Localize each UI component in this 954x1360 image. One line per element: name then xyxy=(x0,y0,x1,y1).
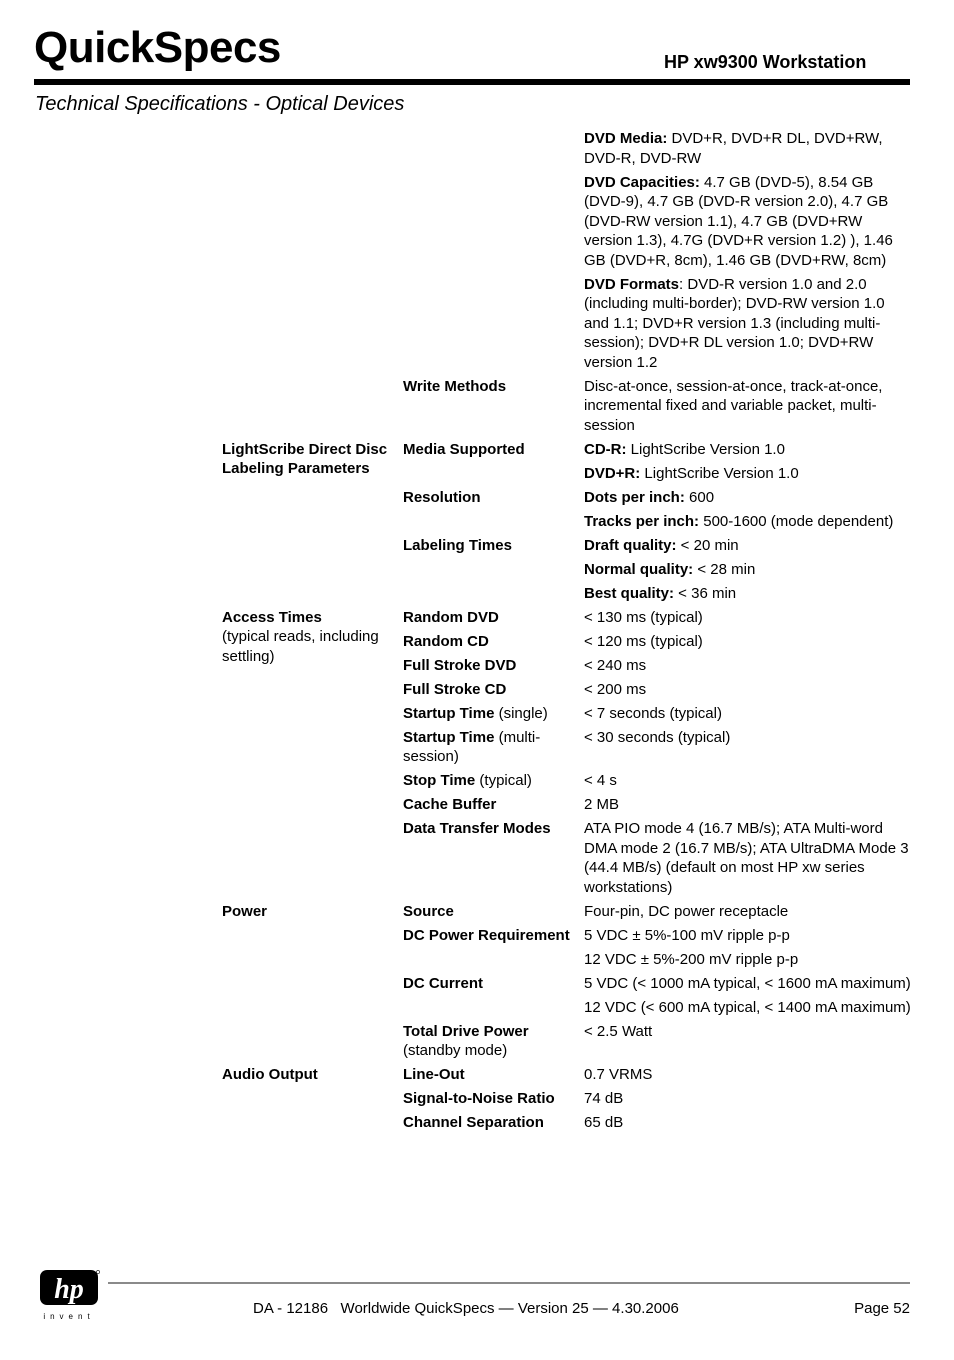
spec-row: Signal-to-Noise Ratio 74 dB xyxy=(403,1090,624,1107)
power-group xyxy=(222,902,912,1066)
spec-table xyxy=(222,129,912,1137)
spec-row-write-methods: Write Methods Disc-at-once, session-at-once, track-at-once, incremental fixed and variable packet, multi-session xyxy=(403,377,883,434)
spec-row: Tracks per inch: 500-1600 (mode dependent) xyxy=(584,512,894,530)
spec-row: Resolution Dots per inch: 600 xyxy=(403,488,715,506)
spec-row: Random DVD < 130 ms (typical) xyxy=(403,608,703,626)
header-rule xyxy=(34,79,910,85)
footer-doc-info: DA - 12186 Worldwide QuickSpecs — Version 25 — 4.30.2006 xyxy=(253,1300,679,1317)
spec-row: DC Power Requirement 5 VDC ± 5%-100 mV ripple p-p xyxy=(403,926,790,944)
spec-row: 12 VDC (< 600 mA typical, < 1400 mA maximum) xyxy=(584,998,911,1016)
spec-row: Cache Buffer 2 MB xyxy=(403,796,620,813)
spec-row: Line-Out 0.7 VRMS xyxy=(403,1066,653,1083)
hp-logo-icon xyxy=(40,1268,102,1324)
logo-text: hp xyxy=(54,1274,84,1305)
spec-row: Random CD < 120 ms (typical) xyxy=(403,632,703,650)
spec-row: 12 VDC ± 5%-200 mV ripple p-p xyxy=(584,950,799,968)
spec-row: Channel Separation 65 dB xyxy=(403,1114,624,1131)
spec-row: Media Supported CD-R: LightScribe Version 1.0 xyxy=(403,440,785,458)
spec-row: Full Stroke DVD < 240 ms xyxy=(403,656,647,674)
footer-rule xyxy=(108,1282,910,1284)
spec-row: Full Stroke CD < 200 ms xyxy=(403,680,647,698)
product-name: HP xw9300 Workstation xyxy=(664,52,867,72)
spec-row: Stop Time (typical) < 4 s xyxy=(403,772,617,789)
spec-row: Normal quality: < 28 min xyxy=(584,560,756,578)
spec-row: Startup Time (single) < 7 seconds (typical) xyxy=(403,704,722,722)
spec-row: Total Drive Power (standby mode) < 2.5 Watt xyxy=(403,1022,653,1059)
lightscribe-group xyxy=(222,440,912,608)
logo-tagline: invent xyxy=(43,1312,95,1321)
group-label-access-times: Access Times xyxy=(222,608,322,626)
group-label-power: Power xyxy=(222,902,268,920)
spec-row: DVD+R: LightScribe Version 1.0 xyxy=(584,464,799,482)
audio-group xyxy=(222,1065,912,1137)
access-times-group xyxy=(222,608,912,902)
spec-row: Labeling Times Draft quality: < 20 min xyxy=(403,536,739,554)
spec-row: DVD Formats: DVD-R version 1.0 and 2.0 (including multi-border); DVD-RW version 1.0 and 1.1; DVD+R version 1.3 (including multi-session); DVD+R DL version 1.0; DVD+RW version 1.2 xyxy=(584,275,885,371)
spec-row: DVD Capacities: 4.7 GB (DVD-5), 8.54 GB (DVD-9), 4.7 GB (DVD-R version 2.0), 4.7 GB (DVD-RW version 1.1), 4.7 GB (DVD+RW version 1.3), 4.7G (DVD+R version 1.2) ), 1.46 GB (DVD+R, 8cm), 1.46 GB (DVD+RW, 8cm) xyxy=(584,173,893,269)
spec-row: Startup Time (multi-session) < 30 seconds (typical) xyxy=(403,728,731,765)
spec-row: Data Transfer Modes ATA PIO mode 4 (16.7 MB/s); ATA Multi-word DMA mode 2 (16.7 MB/s); ATA UltraDMA Mode 3 (44.4 MB/s) (default on most HP xw series workstations) xyxy=(403,820,909,896)
spec-row: Best quality: < 36 min xyxy=(584,584,737,602)
group-note-access-times: (typical reads, including settling) xyxy=(222,628,379,665)
section-title: Technical Specifications - Optical Devices xyxy=(35,93,405,115)
spec-row: DC Current 5 VDC (< 1000 mA typical, < 1600 mA maximum) xyxy=(403,974,911,992)
brand-title: QuickSpecs xyxy=(34,23,281,72)
spec-row: DVD Media: DVD+R, DVD+R DL, DVD+RW, DVD-R, DVD-RW xyxy=(584,130,883,167)
spec-row: Source Four-pin, DC power receptacle xyxy=(403,902,789,920)
group-label-audio: Audio Output xyxy=(222,1066,318,1083)
group-label-lightscribe: LightScribe Direct Disc Labeling Parameters xyxy=(222,440,388,477)
page-number: Page 52 xyxy=(854,1300,910,1317)
